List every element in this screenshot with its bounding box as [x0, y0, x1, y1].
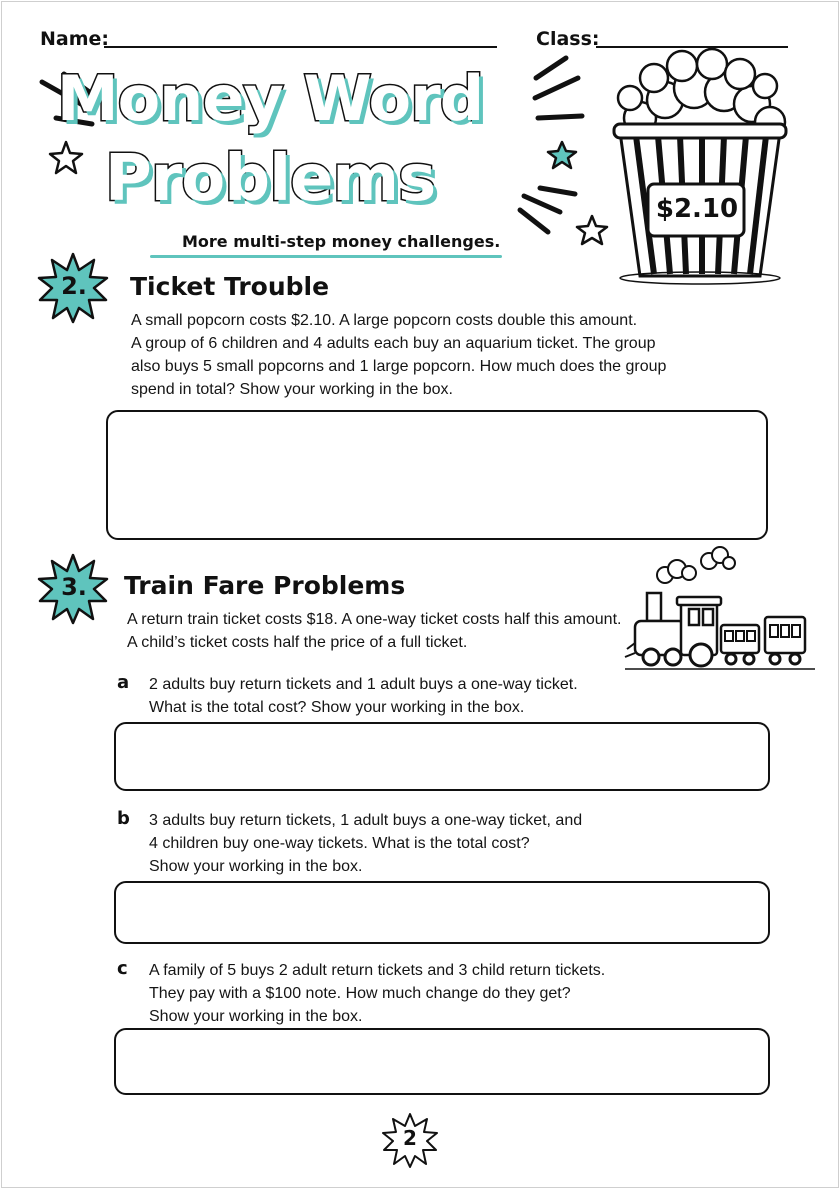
text-line: A small popcorn costs $2.10. A large popcorn costs double this amount.: [131, 312, 638, 329]
question-2-answer-box[interactable]: [106, 410, 768, 540]
name-label: Name:: [40, 28, 110, 50]
text-line: A group of 6 children and 4 adults each buy an aquarium ticket. The group: [131, 335, 656, 352]
text-line: A family of 5 buys 2 adult return tickets and 3 child return tickets.: [149, 962, 606, 979]
part-c-answer-box[interactable]: [114, 1028, 770, 1095]
question-2-heading: Ticket Trouble: [130, 272, 330, 301]
text-line: 4 children buy one-way tickets. What is the total cost?: [149, 835, 530, 852]
part-a-answer-box[interactable]: [114, 722, 770, 791]
question-2-number: 2.: [61, 272, 87, 300]
text-line: They pay with a $100 note. How much change do they get?: [149, 985, 571, 1002]
text-line: 2 adults buy return tickets and 1 adult buys a one-way ticket.: [149, 676, 578, 693]
question-3-number: 3.: [61, 573, 87, 601]
text-line: also buys 5 small popcorns and 1 large popcorn. How much does the group: [131, 358, 667, 375]
text-line: Show your working in the box.: [149, 858, 363, 875]
part-b-answer-box[interactable]: [114, 881, 770, 944]
part-b-text: [149, 809, 582, 878]
class-label: Class:: [536, 28, 600, 50]
text-line: What is the total cost? Show your working in the box.: [149, 699, 525, 716]
text-line: Show your working in the box.: [149, 1008, 363, 1025]
part-b-letter: b: [117, 808, 130, 829]
subtitle-underline: [150, 255, 502, 258]
title-line-1: Money Word: [56, 62, 484, 135]
page-number: 2: [403, 1126, 417, 1150]
popcorn-price-label: $2.10: [655, 194, 739, 224]
subtitle: More multi-step money challenges.: [182, 232, 501, 251]
popcorn-bucket-icon: [610, 48, 800, 288]
text-line: A return train ticket costs $18. A one-way ticket costs half this amount.: [127, 611, 622, 628]
question-3-text: [127, 608, 621, 654]
part-c-text: [149, 959, 605, 1028]
text-line: A child’s ticket costs half the price of a full ticket.: [127, 634, 468, 651]
text-line: spend in total? Show your working in the box.: [131, 381, 453, 398]
question-2-text: [131, 309, 666, 401]
train-icon: [625, 545, 815, 675]
question-3-heading: Train Fare Problems: [124, 571, 406, 600]
part-a-text: [149, 673, 578, 719]
title-line-2: Problems: [104, 142, 436, 216]
part-c-letter: c: [117, 958, 128, 979]
text-line: 3 adults buy return tickets, 1 adult buys a one-way ticket, and: [149, 812, 583, 829]
part-a-letter: a: [117, 672, 130, 693]
